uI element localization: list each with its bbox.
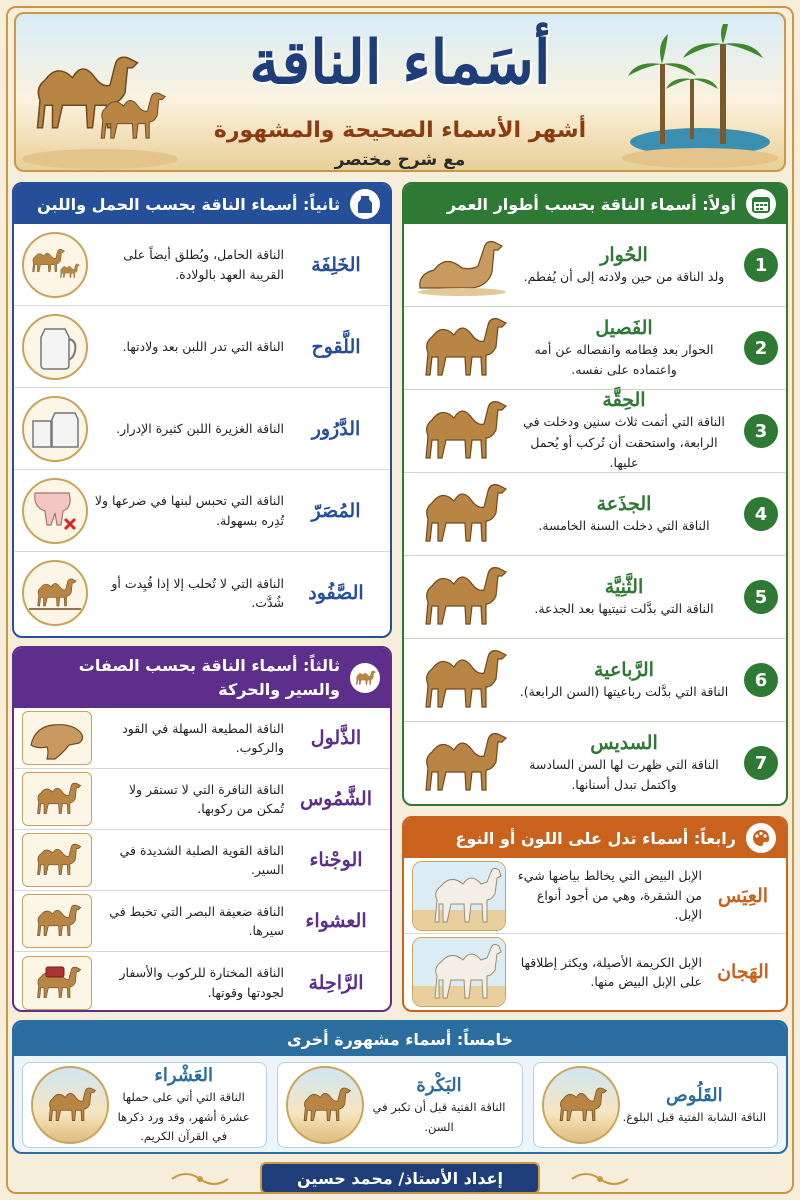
milk-name: الخَلِفَة	[311, 253, 361, 276]
page-title: أسَماء الناقة	[249, 28, 551, 98]
camel-with-calf-icon	[22, 232, 88, 298]
other-card	[533, 1062, 778, 1148]
milk-item	[14, 306, 390, 388]
pregnant-camel-image	[31, 1066, 109, 1144]
palette-icon	[746, 823, 776, 853]
camel-icon	[412, 559, 512, 635]
age-name: السديس	[590, 731, 658, 754]
ages-list	[404, 224, 786, 805]
milk-panel	[12, 182, 392, 638]
milk-desc: الناقة الحامل، ويُطلق أيضاً على القريبة العهد بالولادة.	[123, 247, 284, 282]
camel-icon	[412, 642, 512, 718]
color-item	[404, 858, 786, 934]
age-item	[404, 473, 786, 556]
camel-icon	[22, 894, 92, 948]
running-camel-icon	[350, 663, 380, 693]
lying-camel-icon	[412, 227, 512, 303]
color-panel-title: رابعاً: أسماء تدل على اللون أو النوع	[455, 828, 736, 848]
milk-panel-title: ثانياً: أسماء الناقة بحسب الحمل واللبن	[37, 194, 340, 214]
camel-icon	[412, 725, 512, 801]
others-panel	[12, 1020, 788, 1154]
color-desc: الإبل الكريمة الأصيلة، ويكثر إطلاقها على الإبل البيض منها.	[520, 954, 702, 989]
trait-name: العشواء	[305, 910, 367, 932]
tied-camel-icon	[22, 560, 88, 626]
trait-desc: الناقة المطيعة السهلة في القود والركوب.	[122, 720, 284, 755]
age-desc: الناقة التي أتمت ثلاث سنين ودخلت في الرابعة، واستحقت أن تُركب أو يُحمل عليها.	[523, 414, 725, 471]
milk-name: المُصَرّ	[311, 499, 361, 522]
trait-name: الشَّمُوس	[299, 788, 372, 810]
age-item	[404, 390, 786, 473]
trait-desc: الناقة النافرة التي لا تستقر ولا تُمكن من ركوبها.	[128, 781, 284, 816]
footer-credit: إعداد الأستاذ/ محمد حسين	[260, 1162, 540, 1194]
milk-jug-icon	[350, 189, 380, 219]
milk-desc: الناقة الغزيرة اللبن كثيرة الإدرار.	[116, 420, 284, 436]
age-desc: الناقة التي دخلت السنة الخامسة.	[538, 517, 710, 533]
camel-icon	[412, 393, 512, 469]
other-desc: الناقة الشابة الفتية قبل البلوغ.	[622, 1109, 767, 1124]
age-item	[404, 307, 786, 390]
others-panel-header	[14, 1022, 786, 1056]
milk-item	[14, 224, 390, 306]
age-desc: ولد الناقة من حين ولادته إلى أن يُفطم.	[523, 268, 725, 284]
trait-desc: الناقة القوية الصلبة الشديدة في السير.	[119, 842, 284, 877]
color-name: الهَجان	[717, 961, 769, 983]
age-name: الرَّباعية	[594, 658, 654, 681]
milk-item	[14, 388, 390, 470]
milk-desc: الناقة التي لا تُحلب إلا إذا قُيِدت أو شُدَّت.	[111, 575, 284, 610]
traits-panel-header	[14, 648, 390, 708]
walking-camel-icon	[22, 833, 92, 887]
milk-name: اللَّقوح	[311, 335, 361, 358]
other-desc: الناقة الفتية قبل أن تكبر في السن.	[372, 1099, 506, 1134]
color-name: العِيَس	[717, 884, 769, 907]
camel-icon	[412, 476, 512, 552]
milk-jug-icon	[22, 314, 88, 380]
page-subtitle: أشهر الأسماء الصحيحة والمشهورة	[213, 118, 587, 143]
trait-name: الذَّلول	[310, 727, 362, 749]
trait-item	[14, 708, 390, 769]
other-card	[22, 1062, 267, 1148]
milk-panel-header	[14, 184, 390, 224]
camel-image	[286, 1066, 364, 1144]
other-card	[277, 1062, 522, 1148]
other-desc: الناقة التي أتي على حملها عشرة أشهر، وقد ورد ذكرها في القرآن الكريم.	[117, 1090, 250, 1144]
age-name: الحِقَّة	[602, 389, 646, 412]
age-name: الحُوار	[600, 243, 648, 266]
milk-jugs-icon	[22, 396, 88, 462]
white-camel-image	[412, 937, 506, 1007]
trait-item	[14, 830, 390, 891]
age-number: 3	[744, 414, 778, 448]
udder-cross-icon	[22, 478, 88, 544]
calendar-icon	[746, 189, 776, 219]
age-number: 4	[744, 497, 778, 531]
page-subtitle-2: مع شرح مختصر	[334, 150, 466, 170]
white-camel-image	[412, 861, 506, 931]
milk-item	[14, 552, 390, 634]
saddled-camel-icon	[22, 956, 92, 1010]
trait-item	[14, 952, 390, 1012]
color-panel	[402, 816, 788, 1012]
trait-name: الوجْناء	[309, 849, 363, 871]
age-number: 7	[744, 746, 778, 780]
age-item	[404, 722, 786, 805]
age-desc: الناقة التي بدَّلت ثنيتيها بعد الجذعة.	[534, 600, 714, 616]
trait-item	[14, 769, 390, 830]
color-panel-header	[404, 818, 786, 858]
trait-item	[14, 891, 390, 952]
other-name: البَكْرة	[416, 1074, 462, 1096]
age-number: 2	[744, 331, 778, 365]
ornament-right-icon	[570, 1170, 630, 1188]
trait-desc: الناقة المختارة للركوب والأسفار لجودتها وقوتها.	[119, 965, 284, 1000]
age-name: الفَصيل	[595, 316, 653, 339]
age-number: 1	[744, 248, 778, 282]
oasis-illustration	[620, 24, 780, 169]
young-camel-icon	[412, 310, 512, 386]
age-item	[404, 556, 786, 639]
camel-head-icon	[22, 711, 92, 765]
ages-panel-title: أولاً: أسماء الناقة بحسب أطوار العمر	[446, 194, 736, 214]
bucking-camel-icon	[22, 772, 92, 826]
age-item	[404, 639, 786, 722]
ornament-left-icon	[170, 1170, 230, 1188]
ages-panel	[402, 182, 788, 806]
young-white-camel-image	[542, 1066, 620, 1144]
others-cards	[14, 1056, 786, 1154]
age-name: الثَّنِيَّة	[604, 575, 644, 598]
age-number: 5	[744, 580, 778, 614]
milk-name: الدَّرُور	[311, 417, 361, 440]
age-desc: الحوار بعد فِطامه وانفصاله عن أمه واعتماده على نفسه.	[534, 341, 714, 377]
header-banner	[14, 12, 786, 172]
color-item	[404, 934, 786, 1010]
others-panel-title: خامساً: أسماء مشهورة أخرى	[286, 1029, 514, 1049]
milk-desc: الناقة التي تحبس لبنها في ضرعها ولا تُدِره بسهولة.	[94, 493, 284, 528]
milk-name: الصَّفُود	[308, 582, 364, 604]
other-name: القَلُوص	[666, 1084, 723, 1106]
age-item	[404, 224, 786, 307]
milk-item	[14, 470, 390, 552]
age-desc: الناقة التي بدَّلت رباعيتها (السن الرابعة).	[519, 683, 729, 699]
other-name: العَشْراء	[154, 1065, 213, 1086]
traits-panel	[12, 646, 392, 1012]
age-number: 6	[744, 663, 778, 697]
color-desc: الإبل البيض التي يخالط بياضها شيء من الشقرة، وهي من أجود أنواع الإبل.	[517, 868, 702, 923]
trait-desc: الناقة ضعيفة البصر التي تخبط في سيرها.	[109, 903, 284, 938]
trait-name: الرَّاحِلة	[308, 971, 364, 994]
milk-desc: الناقة التي تدر اللبن بعد ولادتها.	[122, 338, 284, 354]
age-name: الجذَعة	[596, 492, 652, 515]
traits-panel-title: ثالثاً: أسماء الناقة بحسب الصفات والسير والحركة	[78, 656, 340, 699]
age-desc: الناقة التي ظهرت لها السن السادسة واكتمل تبدل أسنانها.	[529, 756, 719, 792]
ages-panel-header	[404, 184, 786, 224]
